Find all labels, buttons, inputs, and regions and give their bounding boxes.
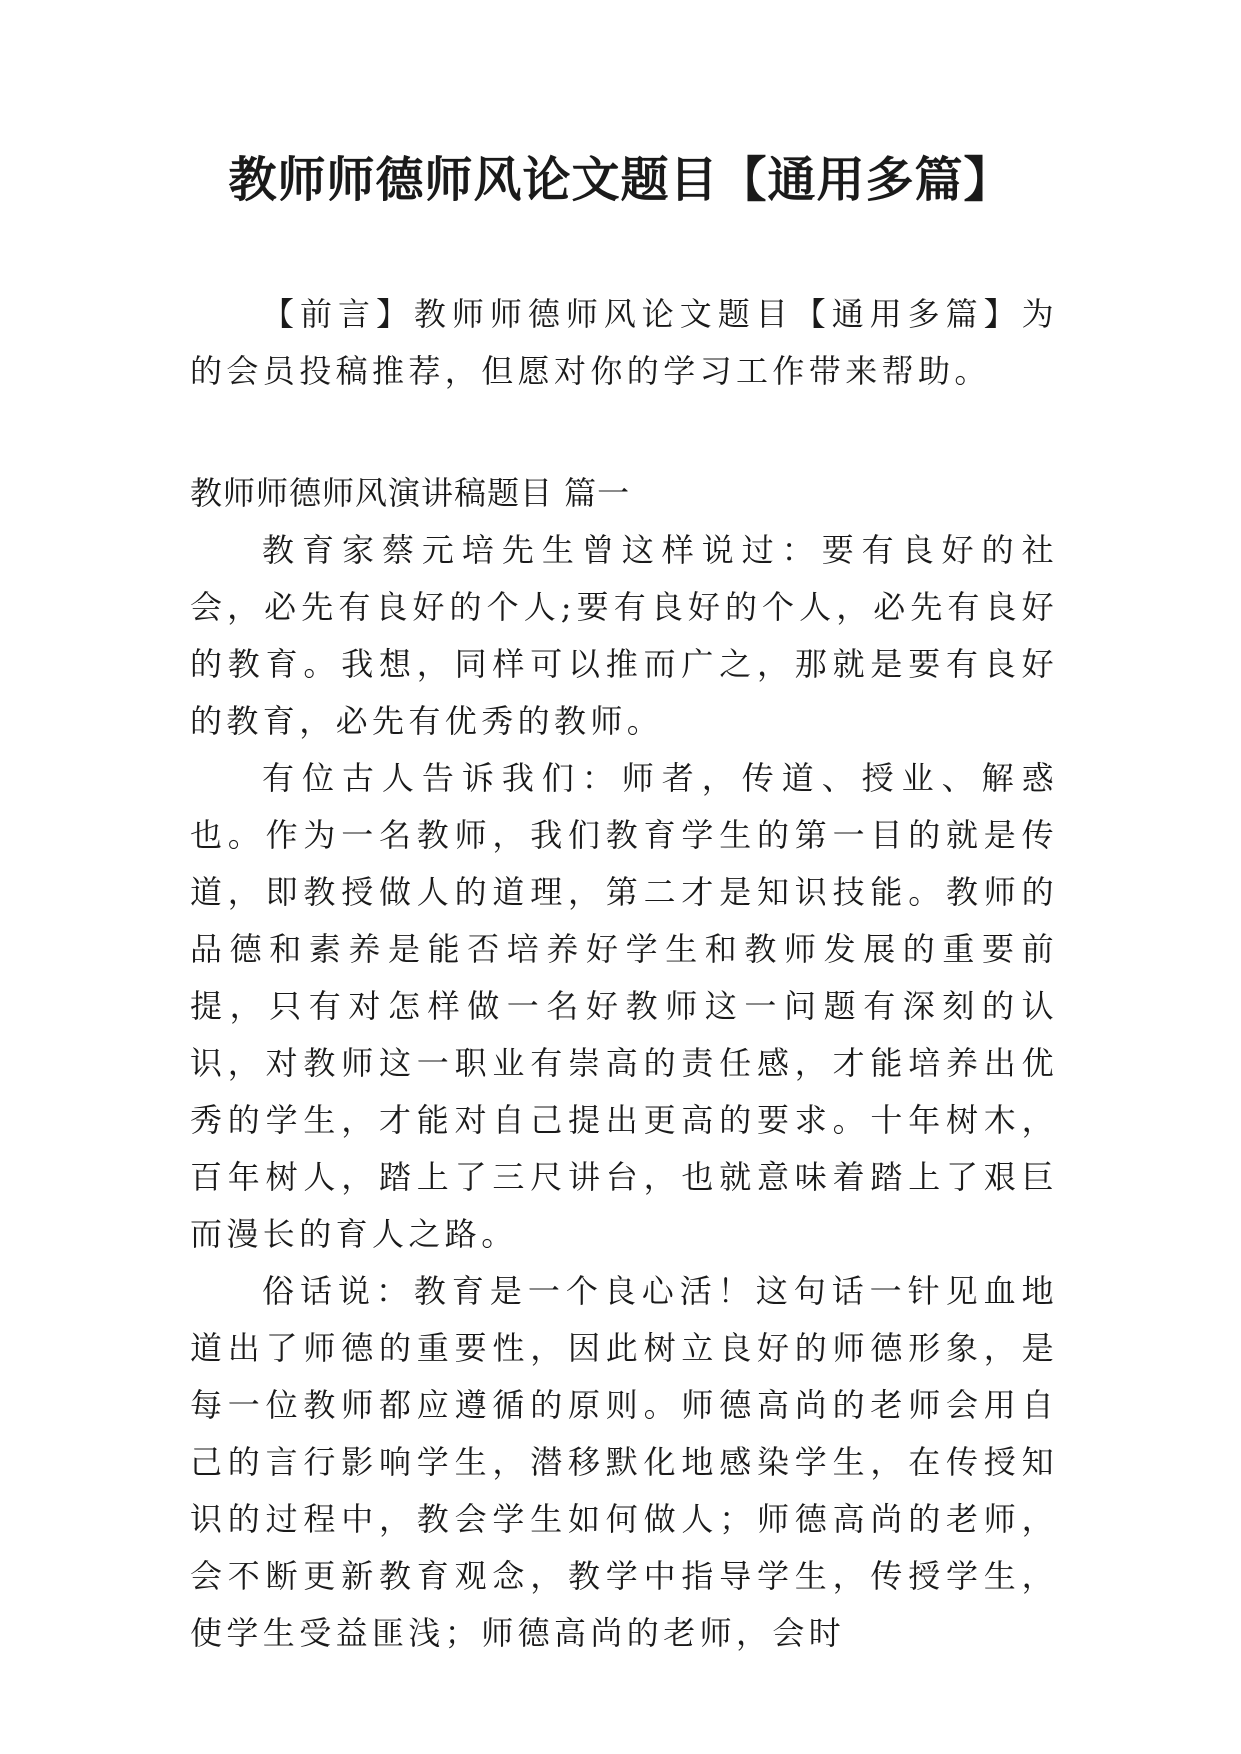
section-heading: 教师师德师风演讲稿题目 篇一	[190, 474, 631, 512]
document-title: 教师师德师风论文题目【通用多篇】	[228, 152, 1013, 208]
document-body	[190, 286, 1058, 1662]
preface-paragraph: 【前言】教师师德师风论文题目【通用多篇】为的会员投稿推荐，但愿对你的学习工作带来帮助。	[190, 295, 1058, 390]
body-paragraph: 有位古人告诉我们：师者，传道、授业、解惑也。作为一名教师，我们教育学生的第一目的就是传道，即教授做人的道理，第二才是知识技能。教师的品德和素养是能否培养好学生和教师发展的重要前提，只有对怎样做一名好教师这一问题有深刻的认识，对教师这一职业有崇高的责任感，才能培养出优秀的学生，才能对自己提出更高的要求。十年树木，百年树人，踏上了三尺讲台，也就意味着踏上了艰巨而漫长的育人之路。	[190, 759, 1058, 1253]
body-paragraph: 教育家蔡元培先生曾这样说过：要有良好的社会，必先有良好的个人;要有良好的个人，必先有良好的教育。我想，同样可以推而广之，那就是要有良好的教育，必先有优秀的教师。	[190, 531, 1058, 740]
body-paragraph: 俗话说：教育是一个良心活！这句话一针见血地道出了师德的重要性，因此树立良好的师德形象，是每一位教师都应遵循的原则。师德高尚的老师会用自己的言行影响学生，潜移默化地感染学生，在传授知识的过程中，教会学生如何做人；师德高尚的老师，会不断更新教育观念，教学中指导学生，传授学生，使学生受益匪浅；师德高尚的老师，会时	[190, 1272, 1058, 1652]
